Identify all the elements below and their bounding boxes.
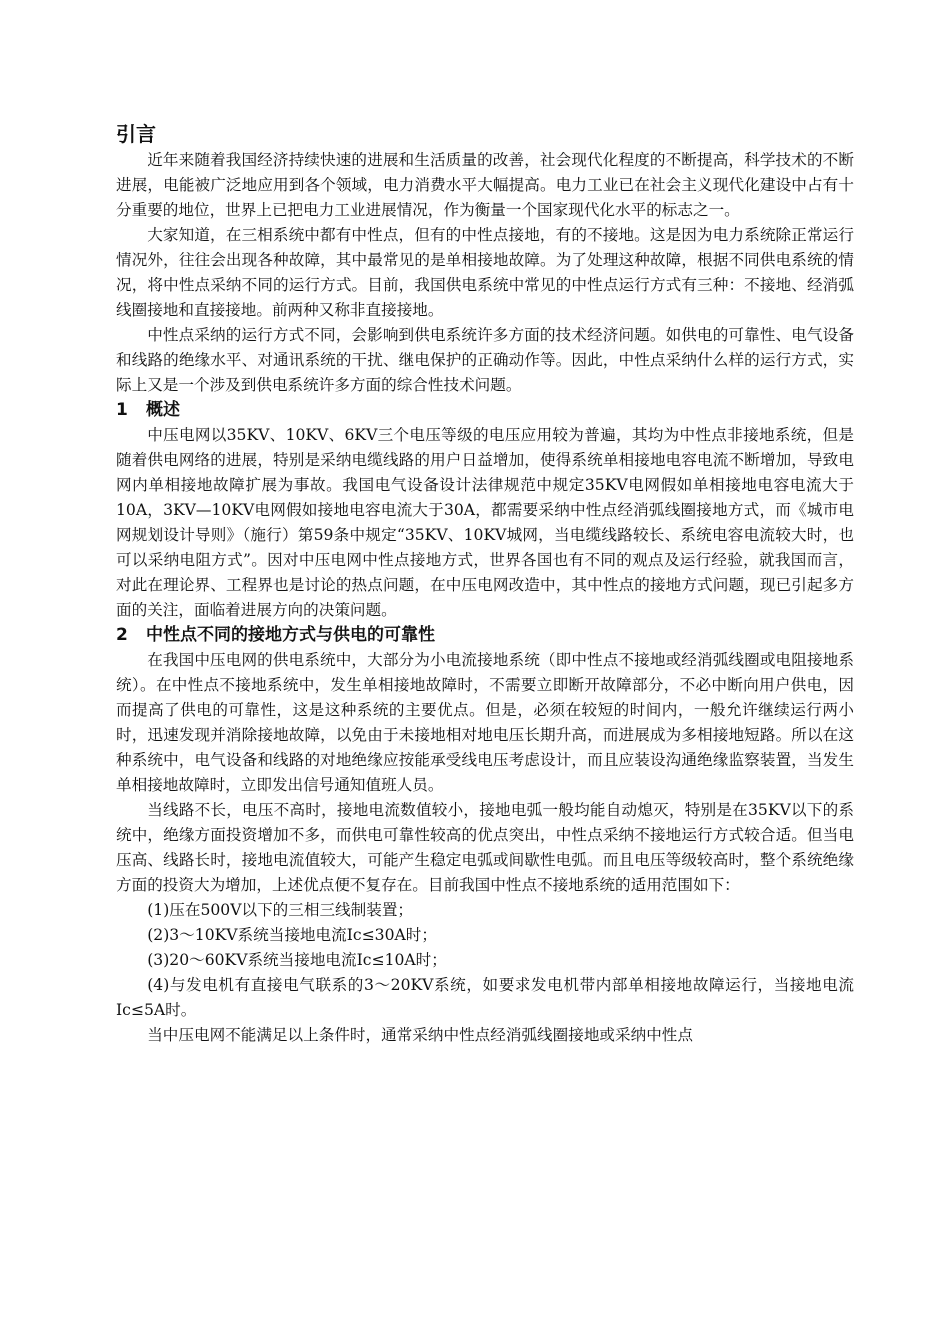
list-item: (2)3～10KV系统当接地电流Ic≤30A时； [147, 926, 437, 944]
intro-paragraph-3: 中性点采纳的运行方式不同，会影响到供电系统许多方面的技术经济问题。如供电的可靠性、电气设备和线路的绝缘水平、对通讯系统的干扰、继电保护的正确动作等。因此，中性点采纳什么样的运行方式，实际上又是一个涉及到供电系统许多方面的综合性技术问题。 [116, 326, 854, 394]
section-2-title: 中性点不同的接地方式与供电的可靠性 [146, 625, 435, 645]
page-title: 引言 [116, 122, 156, 146]
section-2-paragraph-2: 当线路不长，电压不高时，接地电流数值较小，接地电弧一般均能自动熄灭，特别是在35KV以下的系统中，绝缘方面投资增加不多，而供电可靠性较高的优点突出，中性点采纳不接地运行方式较合适。但当电压高、线路长时，接地电流值较大，可能产生稳定电弧或间歇性电弧。而且电压等级较高时，整个系统绝缘方面的投资大为增加，上述优点便不复存在。目前我国中性点不接地系统的适用范围如下： [116, 801, 854, 894]
section-1-number: 1 [116, 400, 128, 420]
section-2-paragraph-1: 在我国中压电网的供电系统中，大部分为小电流接地系统（即中性点不接地或经消弧线圈或电阻接地系统）。在中性点不接地系统中，发生单相接地故障时，不需要立即断开故障部分，不必中断向用户供电，因而提高了供电的可靠性，这是这种系统的主要优点。但是，必须在较短的时间内，一般允许继续运行两小时，迅速发现并消除接地故障，以免由于未接地相对地电压长期升高，而进展成为多相接地短路。所以在这种系统中，电气设备和线路的对地绝缘应按能承受线电压考虑设计，而且应装设沟通绝缘监察装置，当发生单相接地故障时，立即发出信号通知值班人员。 [116, 651, 854, 794]
section-1-paragraph-1: 中压电网以35KV、10KV、6KV三个电压等级的电压应用较为普遍，其均为中性点非接地系统，但是随着供电网络的进展，特别是采纳电缆线路的用户日益增加，使得系统单相接地电容电流不断增加，导致电网内单相接地故障扩展为事故。我国电气设备设计法律规范中规定35KV电网假如单相接地电容电流大于10A，3KV—10KV电网假如接地电容电流大于30A，都需要采纳中性点经消弧线圈接地方式，而《城市电网规划设计导则》（施行）第59条中规定“35KV、10KV城网，当电缆线路较长、系统电容电流较大时，也可以采纳电阻方式”。因对中压电网中性点接地方式，世界各国也有不同的观点及运行经验，就我国而言，对此在理论界、工程界也是讨论的热点问题，在中压电网改造中，其中性点的接地方式问题，现已引起多方面的关注，面临着进展方向的决策问题。 [116, 426, 854, 619]
list-item: (1)压在500V以下的三相三线制装置； [147, 901, 414, 919]
intro-paragraph-2: 大家知道，在三相系统中都有中性点，但有的中性点接地，有的不接地。这是因为电力系统除正常运行情况外，往往会出现各种故障，其中最常见的是单相接地故障。为了处理这种故障，根据不同供电系统的情况，将中性点采纳不同的运行方式。目前，我国供电系统中常见的中性点运行方式有三种：不接地、经消弧线圈接地和直接接地。前两种又称非直接接地。 [116, 226, 854, 319]
list-item: (4)与发电机有直接电气联系的3～20KV系统，如要求发电机带内部单相接地故障运行，当接地电流Ic≤5A时。 [116, 976, 854, 1019]
section-2-number: 2 [116, 625, 128, 645]
section-1-title: 概述 [146, 400, 180, 420]
section-1-heading [116, 398, 854, 423]
intro-paragraph-1: 近年来随着我国经济持续快速的进展和生活质量的改善，社会现代化程度的不断提高，科学技术的不断进展，电能被广泛地应用到各个领域，电力消费水平大幅提高。电力工业已在社会主义现代化建设中占有十分重要的地位，世界上已把电力工业进展情况，作为衡量一个国家现代化水平的标志之一。 [116, 151, 854, 219]
document-page [116, 120, 854, 1048]
section-2-closing-paragraph: 当中压电网不能满足以上条件时，通常采纳中性点经消弧线圈接地或采纳中性点 [147, 1026, 693, 1044]
section-2-heading [116, 623, 854, 648]
list-item: (3)20～60KV系统当接地电流Ic≤10A时； [147, 951, 447, 969]
